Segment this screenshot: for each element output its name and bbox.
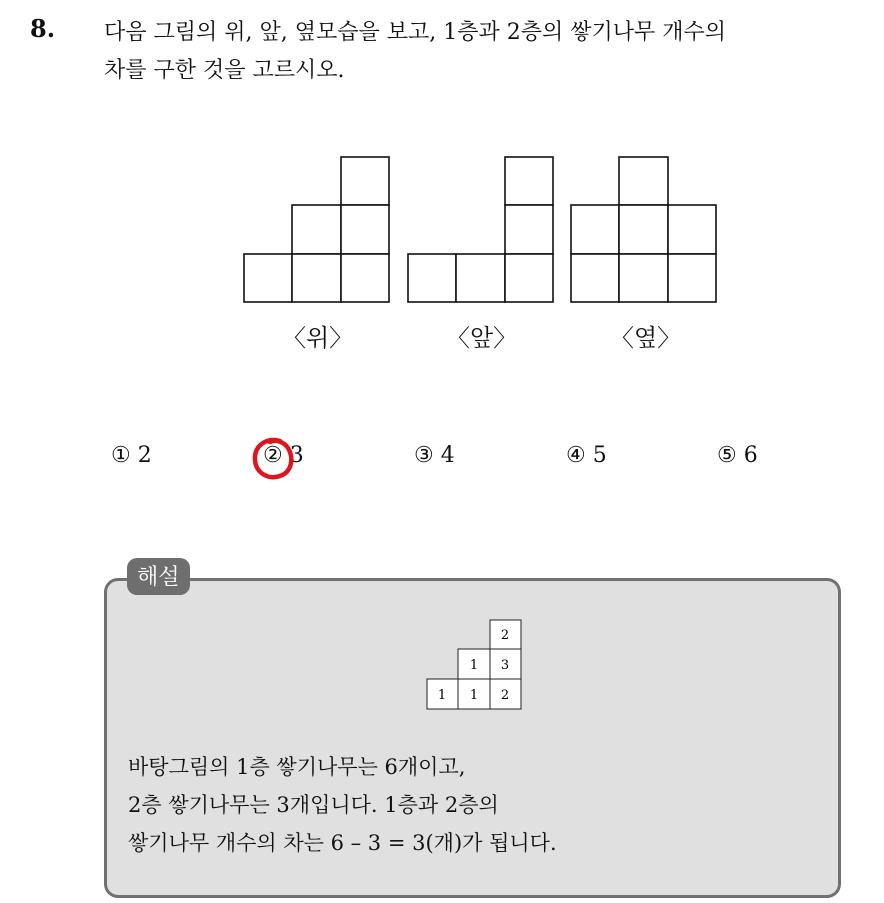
choice-5-mark: ⑤ [717,443,737,468]
choice-4-value: 5 [592,443,607,468]
grid-number-bottom-left: 1 [437,688,447,703]
grid-number-top: 2 [500,628,510,643]
question-number: 8. [30,14,56,43]
top-view-label: 〈위〉 [282,324,354,352]
choice-1-value: 2 [137,443,152,468]
answer-circle-mark [250,436,298,486]
choice-1[interactable] [111,443,152,468]
choice-3-mark: ③ [414,443,434,468]
solution-tag: 해설 [127,558,190,595]
choice-2-mark: ② [263,443,283,468]
choice-3-value: 4 [440,443,455,468]
choice-2-value: 3 [289,443,304,468]
choice-5[interactable] [717,443,758,468]
question-text [104,14,874,90]
solution-grid [426,619,524,715]
choice-5-value: 6 [743,443,758,468]
top-view-figure [243,156,391,304]
solution-line2: 2층 쌓기나무는 3개입니다. 1층과 2층의 [128,793,499,817]
solution-line1: 바탕그림의 1층 쌓기나무는 6개이고, [128,755,466,779]
choice-4[interactable] [566,443,607,468]
grid-number-bottom-right: 2 [500,688,510,703]
question-text-line1: 다음 그림의 위, 앞, 옆모습을 보고, 1층과 2층의 쌓기나무 개수의 [104,20,726,45]
choice-3[interactable] [414,443,455,468]
question-text-line2: 차를 구한 것을 고르시오. [104,58,345,83]
grid-number-middle-right: 3 [500,658,510,673]
choice-4-mark: ④ [566,443,586,468]
choice-1-mark: ① [111,443,131,468]
front-view-figure [407,156,555,304]
solution-text [128,748,557,862]
front-view-label: 〈앞〉 [446,324,518,352]
grid-number-middle-left: 1 [469,658,479,673]
solution-line3: 쌓기나무 개수의 차는 6 – 3 = 3(개)가 됩니다. [128,831,557,855]
side-view-figure [570,156,718,304]
grid-number-bottom-middle: 1 [469,688,479,703]
side-view-label: 〈옆〉 [610,324,682,352]
